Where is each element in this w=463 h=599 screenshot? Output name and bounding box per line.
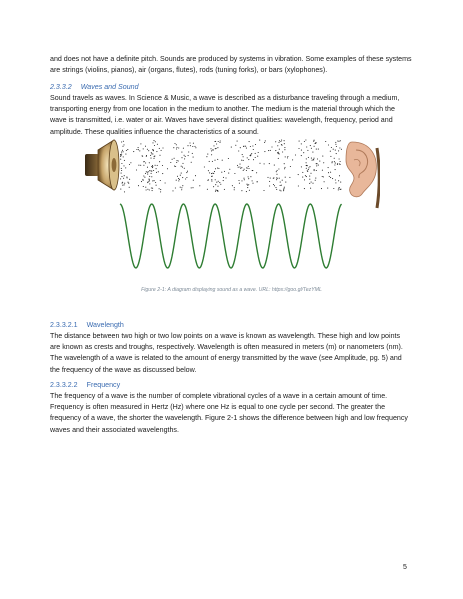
section-number: 2.3.3.2 [50, 83, 72, 91]
wavelength-paragraph: The distance between two high or two low points on a wave is known as wavelength. These high and low points are known as crests and troughs, respectively. Wavelength is often measured in meters (m) or nanometers (nm). The wavelength of a wave is related to the amount of energy transmitted by the wave (see Amplitude, pg. 5) and the frequency of the wave as discussed below. [50, 332, 403, 374]
figure-caption: Figure 2-1: A diagram displaying sound as a wave. URL: https://goo.gl/TezYML [141, 287, 322, 293]
page-number: 5 [403, 564, 407, 571]
waves-paragraph: Sound travels as waves. In Science & Music, a wave is described as a disturbance traveling through a medium, transporting energy from one location in the medium to another. The medium is the material through which the wave is transmitted, i.e. water or air. Waves have several distinct qualities: wavelength, frequency, period and amplitude. These qualities influence the characteristics of a sound. [50, 94, 400, 136]
section-number: 2.3.3.2.2 [50, 381, 78, 389]
section-heading-wavelength [50, 320, 124, 331]
sound-wave-figure [80, 138, 380, 278]
section-title: Frequency [86, 381, 121, 389]
intro-paragraph: and does not have a definite pitch. Sounds are produced by systems in vibration. Some examples of these systems are strings (violins, pianos), air (organs, flutes), rods (tuning forks), or bars (xylophones). [50, 55, 412, 75]
speaker-icon [85, 140, 119, 190]
ear-icon [346, 142, 379, 208]
frequency-paragraph: The frequency of a wave is the number of complete vibrational cycles of a wave in a certain amount of time. Frequency is often measured in Hertz (Hz) where one Hz is equal to one cycle per second. The greater the frequency of a wave, the shorter the wavelength. Figure 2-1 shows the difference between high and low frequency waves and their associated wavelengths. [50, 392, 408, 434]
section-title: Wavelength [86, 321, 124, 329]
section-title: Waves and Sound [80, 83, 139, 91]
section-heading-frequency [50, 380, 120, 391]
air-particles [120, 139, 342, 192]
section-number: 2.3.3.2.1 [50, 321, 78, 329]
sine-wave-line [120, 204, 342, 268]
section-heading-waves-and-sound [50, 82, 139, 93]
